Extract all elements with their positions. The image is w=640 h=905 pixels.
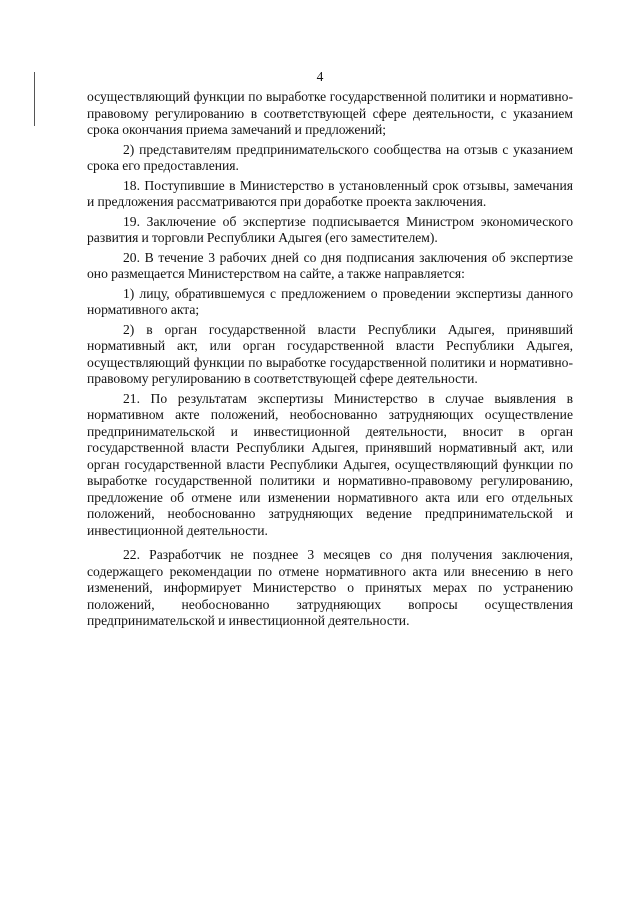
paragraph-17-item-2: 2) представителям предпринимательского сообщества на отзыв с указанием срока его предоставления. [87, 141, 573, 173]
paragraph-17-continuation: осуществляющий функции по выработке государственной политики и нормативно-правовому регулированию в соответствующей сфере деятельности, с указанием срока окончания приема замечаний и предложений; [87, 89, 573, 137]
paragraph-20: 20. В течение 3 рабочих дней со дня подписания заключения об экспертизе оно размещается Министерством на сайте, а также направляется: [87, 249, 573, 281]
paragraph-20-item-1: 1) лицу, обратившемуся с предложением о проведении экспертизы данного нормативного акта; [87, 285, 573, 317]
page-number: 4 [316, 69, 324, 84]
paragraph-18: 18. Поступившие в Министерство в установленный срок отзывы, замечания и предложения рассматриваются при доработке проекта заключения. [87, 177, 573, 209]
paragraph-19: 19. Заключение об экспертизе подписывается Министром экономического развития и торговли Республики Адыгея (его заместителем). [87, 213, 573, 245]
document-body [87, 89, 573, 630]
paragraph-21: 21. По результатам экспертизы Министерство в случае выявления в нормативном акте положений, необоснованно затрудняющих осуществление предпринимательской и инвестиционной деятельности, вносит в орган государственной власти Республики Адыгея, принявший нормативный акт, или орган государственной власти Республики Адыгея, осуществляющий функции по выработке государственной политики и нормативно-правовому регулированию, предложение об отмене или изменении нормативного акта или его отдельных положений, необоснованно затрудняющих ведение предпринимательской и инвестиционной деятельности. [87, 390, 573, 538]
paragraph-22: 22. Разработчик не позднее 3 месяцев со дня получения заключения, содержащего рекомендации по отмене нормативного акта или внесению в него изменений, информирует Министерство о принятых мерах по устранению положений, необоснованно затрудняющих вопросы осуществления предпринимательской и инвестиционной деятельности. [87, 547, 573, 628]
paragraph-20-item-2: 2) в орган государственной власти Республики Адыгея, принявший нормативный акт, или орган государственной власти Республики Адыгея, осуществляющий функции по выработке государственной политики и нормативно-правовому регулированию в соответствующей сфере деятельности. [87, 321, 573, 386]
